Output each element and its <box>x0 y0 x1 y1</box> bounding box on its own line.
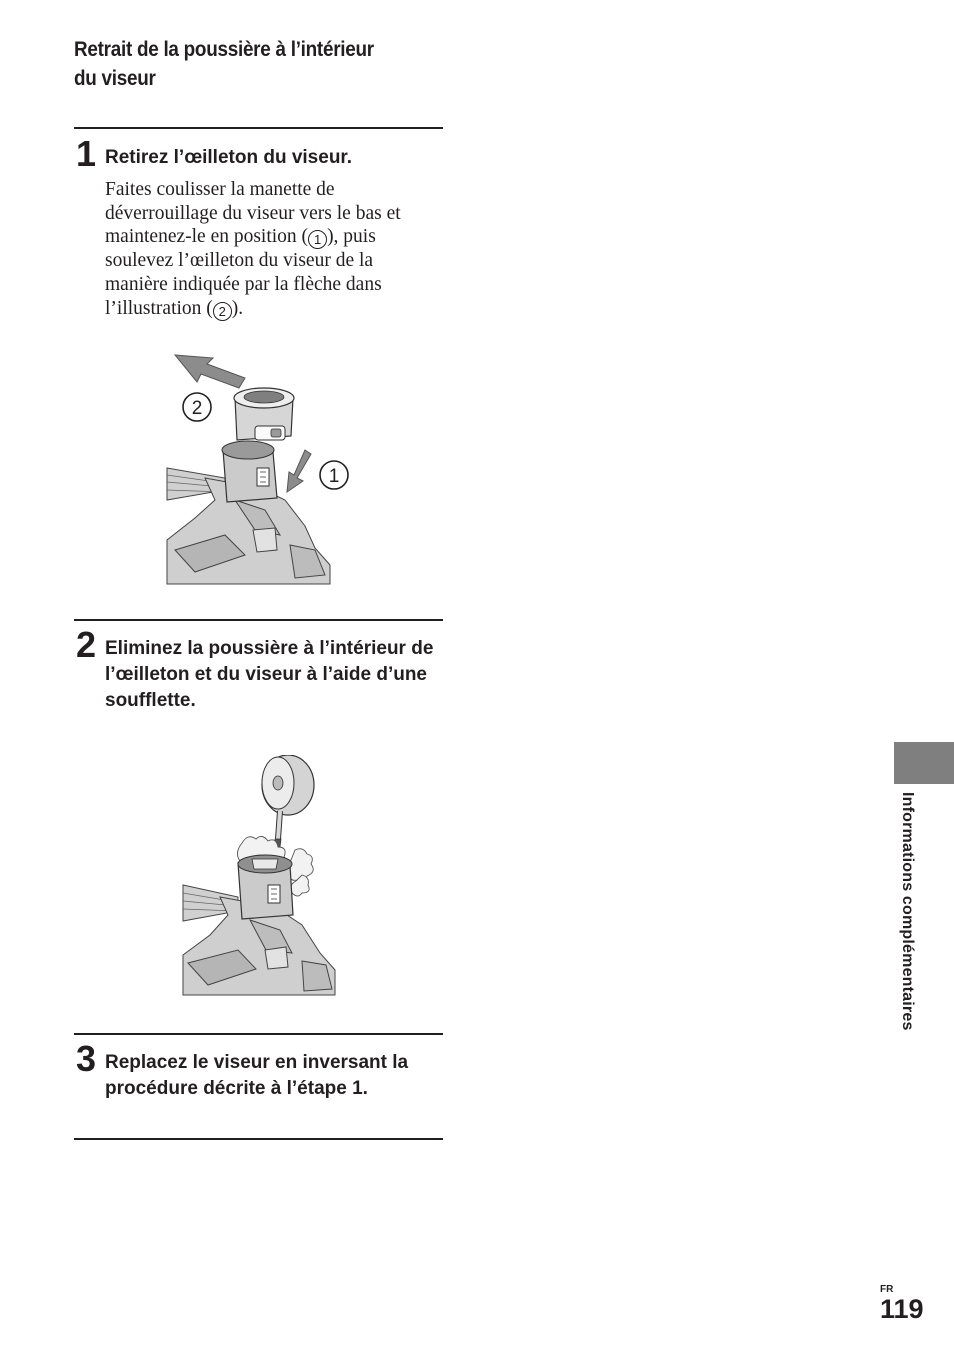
step-3-rule <box>74 1033 443 1035</box>
step-3-number: 3 <box>76 1038 97 1079</box>
step-2-title: Eliminez la poussière à l’intérieur de l’œilleton et du viseur à l’aide d’une soufflette. <box>105 638 434 711</box>
section-title <box>74 35 416 93</box>
chapter-tab-marker <box>894 742 954 784</box>
chapter-tab-label: Informations complémentaires <box>899 792 916 1031</box>
callout-1 <box>320 461 348 489</box>
end-rule <box>74 1138 443 1140</box>
step-2-number: 2 <box>76 624 97 665</box>
step-2-rule <box>74 619 443 621</box>
step-1-body <box>105 178 435 321</box>
step-1-number: 1 <box>76 133 97 174</box>
step-1-title: Retirez l’œilleton du viseur. <box>105 147 353 168</box>
step-1-body-part2: ), puis soulevez l’œilleton du viseur de la manière indiquée par la flèche dans l’illustration ( <box>105 226 382 319</box>
step-1-body-part3: ). <box>231 297 244 319</box>
page-number: 119 <box>880 1294 924 1324</box>
callout-2 <box>183 393 211 421</box>
language-code: FR <box>880 1284 894 1295</box>
step-3-title: Replacez le viseur en inversant la procédure décrite à l’étape 1. <box>105 1052 409 1099</box>
callout-1-label: 1 <box>328 466 340 487</box>
section-title-line2: du viseur <box>74 67 156 90</box>
section-title-line1: Retrait de la poussière à l’intérieur <box>74 38 374 61</box>
circled-marker-2: 2 <box>213 302 232 321</box>
press-down-arrow-icon <box>287 450 311 492</box>
circled-marker-1: 1 <box>308 230 327 249</box>
step-1-body-part1: Faites coulisser la manette de déverrouillage du viseur vers le bas et maintenez-le en position ( <box>105 179 401 248</box>
blower-cleaning-illustration <box>180 755 340 997</box>
lift-arrow-icon <box>175 355 245 388</box>
step-1-rule <box>74 127 443 129</box>
callout-2-label: 2 <box>191 398 203 419</box>
eyecup-removal-illustration <box>165 350 360 586</box>
